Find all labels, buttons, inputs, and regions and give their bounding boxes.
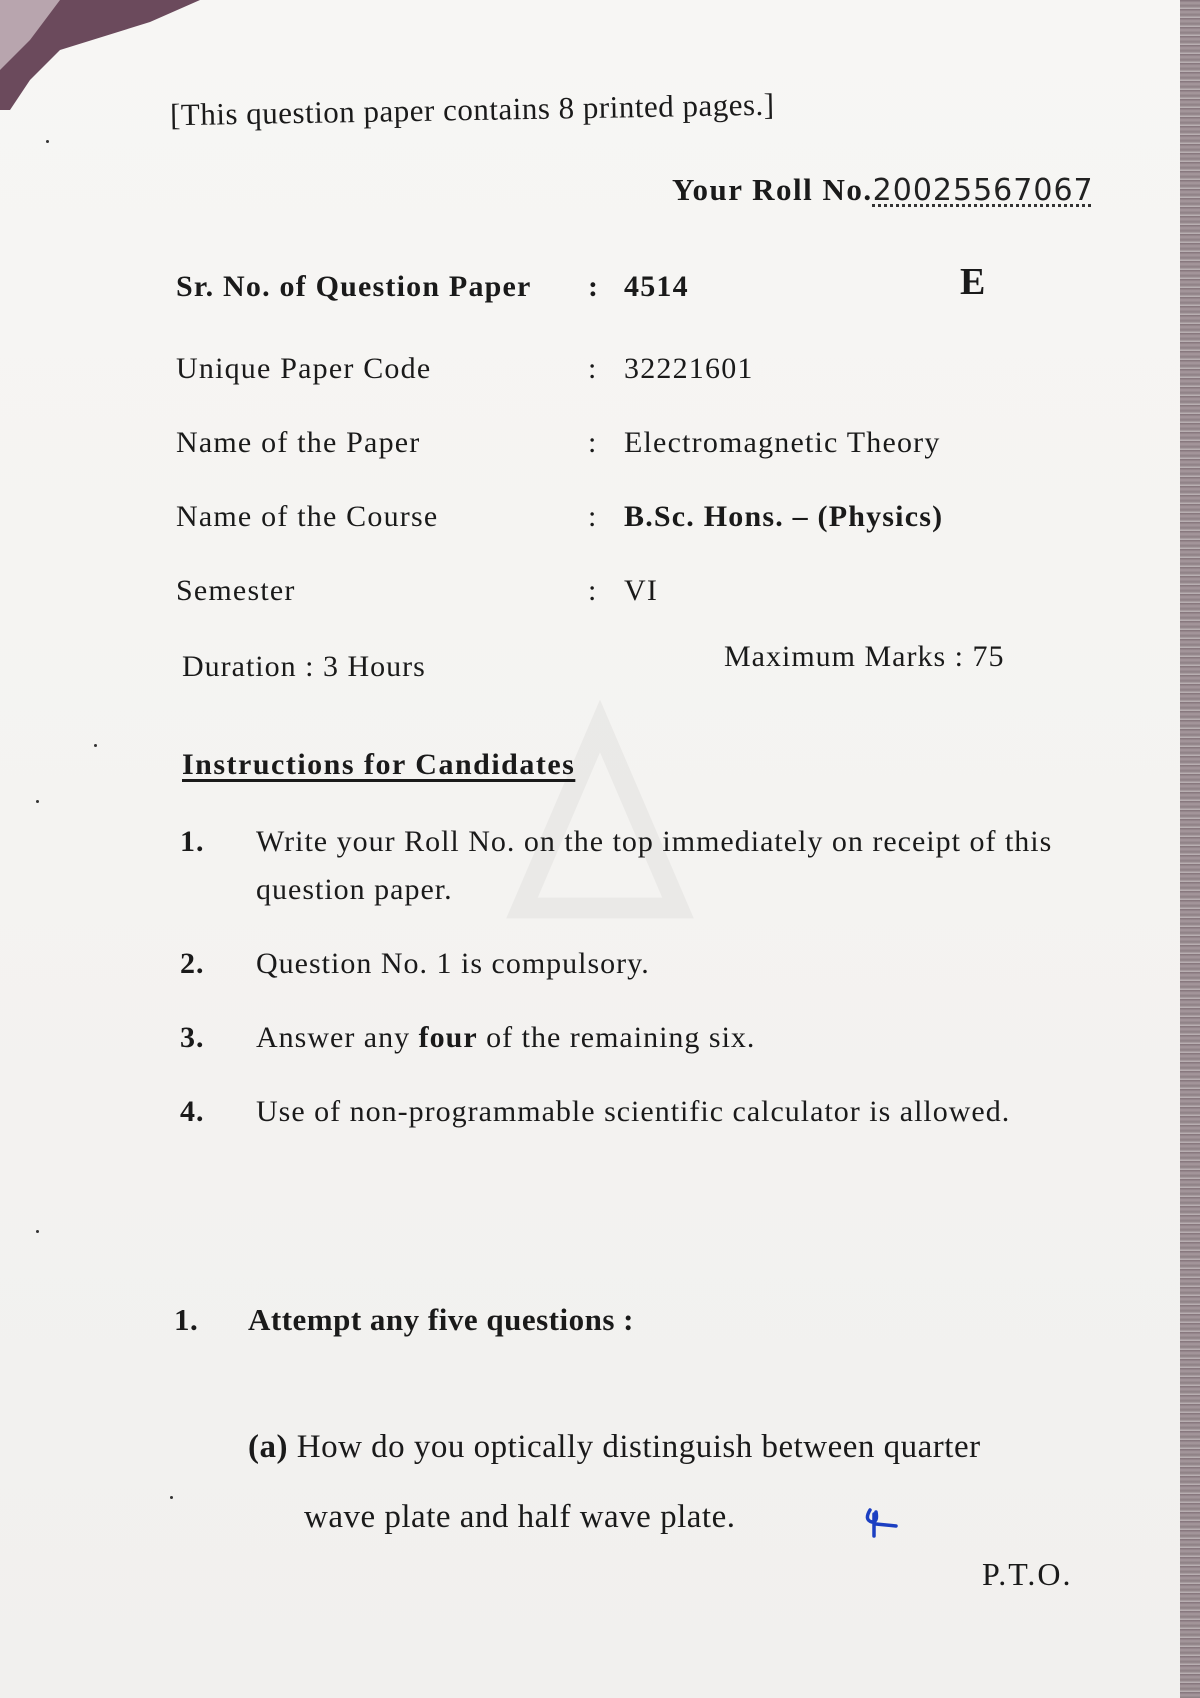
detail-row-serial-number: [176, 270, 1076, 314]
detail-row-semester: [176, 574, 1076, 618]
question-1-part-a: [248, 1412, 1108, 1552]
detail-value: Electromagnetic Theory: [624, 426, 941, 459]
please-turn-over: P.T.O.: [982, 1556, 1073, 1592]
instruction-item: [180, 1088, 1080, 1184]
handwritten-mark: [862, 1506, 902, 1542]
instruction-text: Question No. 1 is compulsory.: [256, 947, 650, 980]
detail-row-course-name: [176, 500, 1076, 544]
part-a-text-line-1: How do you optically distinguish between quarter: [296, 1429, 981, 1465]
paper-set-letter: E: [960, 261, 986, 303]
part-a-label: (a): [248, 1429, 288, 1465]
exam-duration: Duration : 3 Hours: [182, 650, 426, 683]
detail-label: Name of the Course: [176, 500, 439, 533]
part-a-line-1: [248, 1412, 1108, 1482]
instruction-number: 2.: [180, 947, 205, 980]
instruction-text: Use of non-programmable scientific calculator is allowed.: [256, 1095, 1011, 1128]
detail-label: Unique Paper Code: [176, 352, 432, 385]
instruction-text-emphasis: four: [418, 1021, 478, 1054]
detail-label: Semester: [176, 574, 296, 607]
page-count-note: [This question paper contains 8 printed pages.]: [169, 86, 775, 133]
instruction-text-part: of the remaining six.: [477, 1021, 756, 1054]
part-a-text-line-2: wave plate and half wave plate.: [304, 1499, 736, 1535]
detail-value: 4514: [624, 270, 689, 303]
detail-label: Sr. No. of Question Paper: [176, 270, 532, 303]
instructions-heading: Instructions for Candidates: [182, 748, 576, 781]
detail-label: Name of the Paper: [176, 426, 421, 459]
question-text: Attempt any five questions :: [248, 1302, 634, 1337]
instruction-text-part: Answer any: [256, 1021, 419, 1054]
instruction-item: [180, 1014, 1080, 1062]
right-edge-binding: [1180, 0, 1200, 1698]
instruction-number: 4.: [180, 1095, 205, 1128]
detail-separator: :: [588, 426, 598, 459]
detail-separator: :: [588, 270, 600, 303]
roll-number-line: [672, 172, 1094, 208]
detail-value: VI: [624, 574, 659, 607]
instruction-text: Write your Roll No. on the top immediately on receipt of this question paper.: [256, 825, 1053, 906]
corner-scan-artifact: [0, 0, 200, 110]
scan-speck: [36, 1230, 39, 1233]
detail-separator: :: [588, 500, 598, 533]
maximum-marks: Maximum Marks : 75: [724, 640, 1005, 673]
instruction-item: [180, 940, 1080, 988]
scan-speck: [170, 1496, 173, 1499]
roll-number-label: Your Roll No.: [672, 172, 873, 207]
detail-value: B.Sc. Hons. – (Physics): [624, 500, 944, 533]
roll-number-value: 20025567067: [872, 173, 1094, 208]
detail-separator: :: [588, 352, 598, 385]
instruction-number: 3.: [180, 1021, 205, 1054]
instruction-item: [180, 818, 1080, 914]
scan-speck: [36, 800, 39, 803]
detail-row-paper-name: [176, 426, 1076, 470]
instruction-number: 1.: [180, 825, 205, 858]
detail-row-paper-code: [176, 352, 1076, 396]
detail-value: 32221601: [624, 352, 754, 385]
scan-speck: [46, 140, 49, 143]
instruction-text: [256, 1014, 1076, 1062]
detail-separator: :: [588, 574, 598, 607]
scan-speck: [94, 744, 97, 747]
question-number: 1.: [174, 1302, 199, 1337]
